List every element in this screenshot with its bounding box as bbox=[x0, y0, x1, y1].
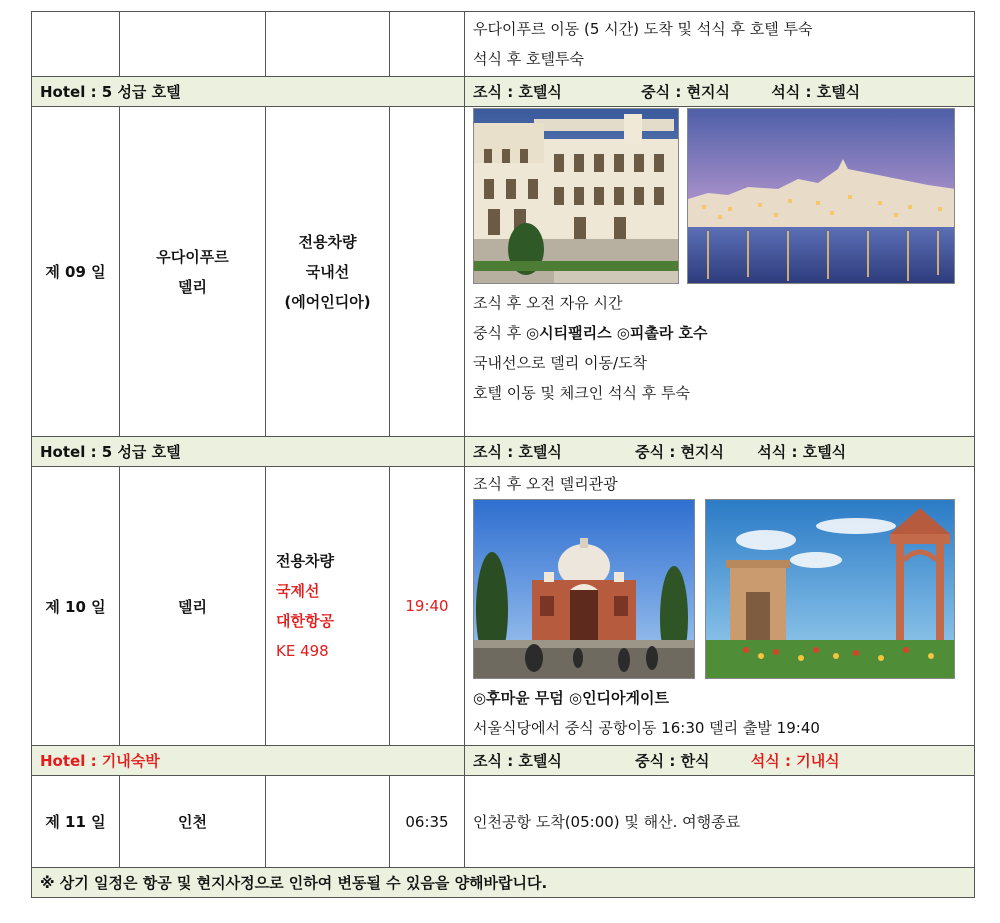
note-row bbox=[32, 868, 975, 898]
city-cell bbox=[120, 107, 266, 437]
breakfast-label: 조식 : 호텔식 bbox=[473, 83, 562, 101]
day-number: 제 11 일 bbox=[32, 776, 120, 868]
hotel-label: Hotel : 5 성급 호텔 bbox=[32, 77, 465, 107]
meal-info bbox=[465, 746, 975, 776]
transport-line: (에어인디아) bbox=[284, 292, 371, 311]
itinerary-document bbox=[31, 11, 974, 898]
city-name: 인천 bbox=[120, 776, 266, 868]
city-name: 델리 bbox=[120, 467, 266, 746]
schedule-line: 우다이푸르 이동 (5 시간) 도착 및 석식 후 호텔 투숙 bbox=[473, 20, 813, 38]
itinerary-table bbox=[31, 11, 975, 898]
city-palace-photo bbox=[473, 108, 679, 284]
transport-line: 국제선 bbox=[276, 582, 320, 600]
dinner-label: 석식 : 기내식 bbox=[750, 752, 840, 770]
hotel-label: Hotel : 5 성급 호텔 bbox=[32, 437, 465, 467]
breakfast-label: 조식 : 호텔식 bbox=[473, 752, 562, 770]
india-gate-photo bbox=[705, 499, 955, 679]
dinner-label: 석식 : 호텔식 bbox=[757, 443, 847, 461]
lunch-label: 중식 : 한식 bbox=[635, 752, 710, 770]
transport-line: 국내선 bbox=[305, 262, 350, 281]
pichola-lake-photo bbox=[687, 108, 955, 284]
day-number: 제 09 일 bbox=[32, 107, 120, 437]
schedule-cell bbox=[465, 107, 975, 437]
breakfast-label: 조식 : 호텔식 bbox=[473, 443, 562, 461]
day-number: 제 10 일 bbox=[32, 467, 120, 746]
schedule-line: 석식 후 호텔투숙 bbox=[473, 50, 584, 68]
transport-cell bbox=[266, 107, 390, 437]
lunch-label: 중식 : 현지식 bbox=[635, 443, 725, 461]
hotel-meal-band bbox=[32, 746, 975, 776]
city-name: 델리 bbox=[178, 277, 207, 296]
transport-cell bbox=[266, 467, 390, 746]
transport-line: 대한항공 bbox=[276, 612, 334, 630]
lunch-label: 중식 : 현지식 bbox=[641, 83, 731, 101]
schedule-cell bbox=[465, 467, 975, 746]
schedule-line: 중식 후 ◎시티팰리스 ◎피촐라 호수 bbox=[473, 324, 708, 342]
time-cell bbox=[390, 107, 465, 437]
row-day9 bbox=[32, 107, 975, 437]
schedule-cell bbox=[465, 12, 975, 77]
transport-line: 전용차량 bbox=[298, 232, 357, 251]
time-cell: 19:40 bbox=[390, 467, 465, 746]
time-cell: 06:35 bbox=[390, 776, 465, 868]
schedule-line: 호텔 이동 및 체크인 석식 후 투숙 bbox=[473, 384, 690, 402]
hotel-meal-band bbox=[32, 437, 975, 467]
meal-info bbox=[465, 437, 975, 467]
hotel-label: Hotel : 기내숙박 bbox=[40, 752, 160, 770]
schedule-line: 조식 후 오전 자유 시간 bbox=[473, 294, 623, 312]
highlight-attractions: ◎후마윤 무덤 ◎인디아게이트 bbox=[473, 689, 670, 707]
schedule-line: 서울식당에서 중식 공항이동 16:30 델리 출발 19:40 bbox=[473, 719, 820, 737]
meal-info bbox=[465, 77, 975, 107]
city-name: 우다이푸르 bbox=[156, 247, 229, 266]
flight-number: KE 498 bbox=[276, 642, 329, 660]
disclaimer-note: ※ 상기 일정은 항공 및 현지사정으로 인하여 변동될 수 있음을 양해바랍니다. bbox=[32, 868, 975, 898]
schedule-line: 인천공항 도착(05:00) 및 해산. 여행종료 bbox=[465, 776, 975, 868]
hotel-meal-band bbox=[32, 77, 975, 107]
dinner-label: 석식 : 호텔식 bbox=[771, 83, 861, 101]
row-day10 bbox=[32, 467, 975, 746]
row-day11 bbox=[32, 776, 975, 868]
humayun-tomb-photo bbox=[473, 499, 695, 679]
row-day8-continued bbox=[32, 12, 975, 77]
transport-line: 전용차량 bbox=[276, 552, 334, 570]
schedule-line: 조식 후 오전 델리관광 bbox=[473, 475, 618, 493]
highlight-attractions: ◎시티팰리스 ◎피촐라 호수 bbox=[526, 324, 708, 342]
schedule-line: 국내선으로 델리 이동/도착 bbox=[473, 354, 647, 372]
